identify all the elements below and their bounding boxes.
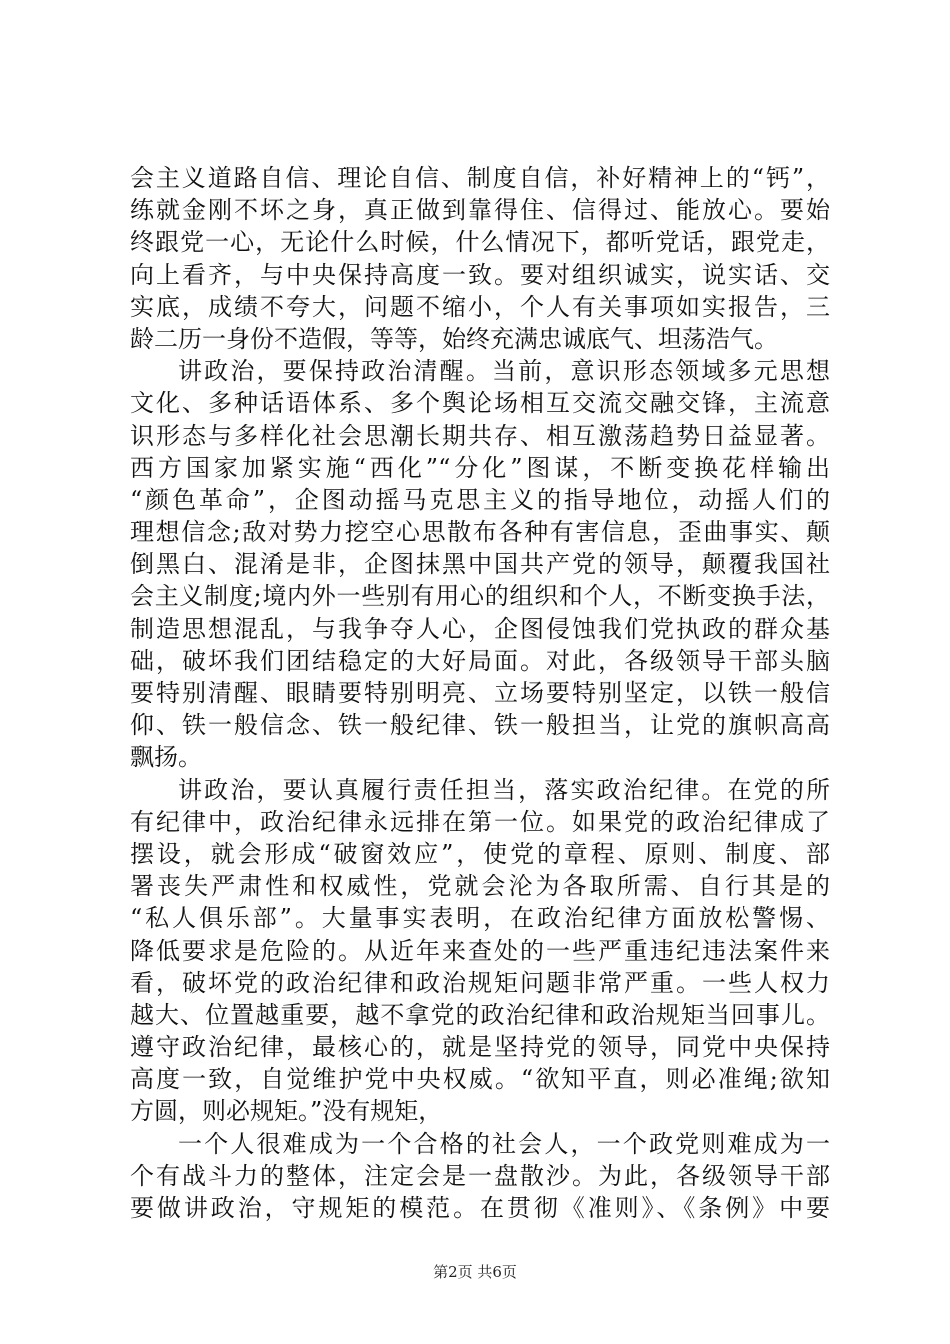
- text-line: 理想信念;敌对势力挖空心思散布各种有害信息，歪曲事实、颠: [130, 518, 830, 547]
- text-line: 识形态与多样化社会思潮长期共存、相互激荡趋势日益显著。: [130, 421, 830, 450]
- text-line: 降低要求是危险的。从近年来查处的一些严重违纪违法案件来: [130, 936, 830, 965]
- text-line: 要特别清醒、眼睛要特别明亮、立场要特别坚定，以铁一般信: [130, 679, 830, 707]
- text-line: 高度一致，自觉维护党中央权威。“欲知平直，则必准绳;欲知: [130, 1065, 830, 1094]
- text-line: 练就金刚不坏之身，真正做到靠得住、信得过、能放心。要始: [130, 196, 830, 225]
- text-line: 终跟党一心，无论什么时候，什么情况下，都听党话，跟党走，: [130, 228, 830, 257]
- text-line: 文化、多种话语体系、多个舆论场相互交流交融交锋，主流意: [130, 389, 830, 418]
- text-line: 飘扬。: [130, 743, 202, 772]
- text-line: 会主义制度;境内外一些别有用心的组织和个人，不断变换手法，: [130, 582, 830, 611]
- text-line: 础，破坏我们团结稳定的大好局面。对此，各级领导干部头脑: [130, 646, 830, 675]
- text-line: 西方国家加紧实施“西化”“分化”图谋，不断变换花样输出: [130, 453, 830, 482]
- text-line: 个有战斗力的整体，注定会是一盘散沙。为此，各级领导干部: [130, 1161, 830, 1190]
- text-line: 仰、铁一般信念、铁一般纪律、铁一般担当，让党的旗帜高高: [130, 711, 830, 740]
- page-number-footer: 第2页 共6页: [433, 1263, 517, 1281]
- text-line: 倒黑白、混淆是非，企图抹黑中国共产党的领导，颠覆我国社: [130, 550, 830, 579]
- text-line: 有纪律中，政治纪律永远排在第一位。如果党的政治纪律成了: [130, 807, 830, 836]
- document-body: [130, 162, 830, 1224]
- text-line: 方圆，则必规矩。”没有规矩，: [130, 1097, 443, 1126]
- text-line: 摆设，就会形成“破窗效应”，使党的章程、原则、制度、部: [130, 839, 830, 868]
- text-line: 讲政治，要保持政治清醒。当前，意识形态领域多元思想: [178, 357, 830, 386]
- text-line: 要做讲政治，守规矩的模范。在贯彻《准则》、《条例》中要: [130, 1194, 830, 1222]
- text-line: 制造思想混乱，与我争夺人心，企图侵蚀我们党执政的群众基: [130, 614, 830, 643]
- text-line: 会主义道路自信、理论自信、制度自信，补好精神上的“钙”，: [130, 164, 830, 192]
- text-line: 署丧失严肃性和权威性，党就会沦为各取所需、自行其是的: [130, 872, 830, 901]
- text-line: 越大、位置越重要，越不拿党的政治纪律和政治规矩当回事儿。: [130, 1000, 830, 1029]
- text-line: 遵守政治纪律，最核心的，就是坚持党的领导，同党中央保持: [130, 1033, 830, 1062]
- text-line: 向上看齐，与中央保持高度一致。要对组织诚实，说实话、交: [130, 260, 830, 289]
- text-line: 实底，成绩不夸大，问题不缩小，个人有关事项如实报告，三: [130, 292, 830, 321]
- text-line: “颜色革命”，企图动摇马克思主义的指导地位，动摇人们的: [130, 485, 830, 514]
- text-line: 讲政治，要认真履行责任担当，落实政治纪律。在党的所: [178, 775, 830, 804]
- text-line: 看，破坏党的政治纪律和政治规矩问题非常严重。一些人权力: [130, 968, 830, 997]
- text-line: “私人俱乐部”。大量事实表明，在政治纪律方面放松警惕、: [130, 904, 830, 933]
- text-line: 一个人很难成为一个合格的社会人，一个政党则难成为一: [178, 1129, 830, 1158]
- text-line: 龄二历一身份不造假，等等，始终充满忠诚底气、坦荡浩气。: [130, 324, 778, 353]
